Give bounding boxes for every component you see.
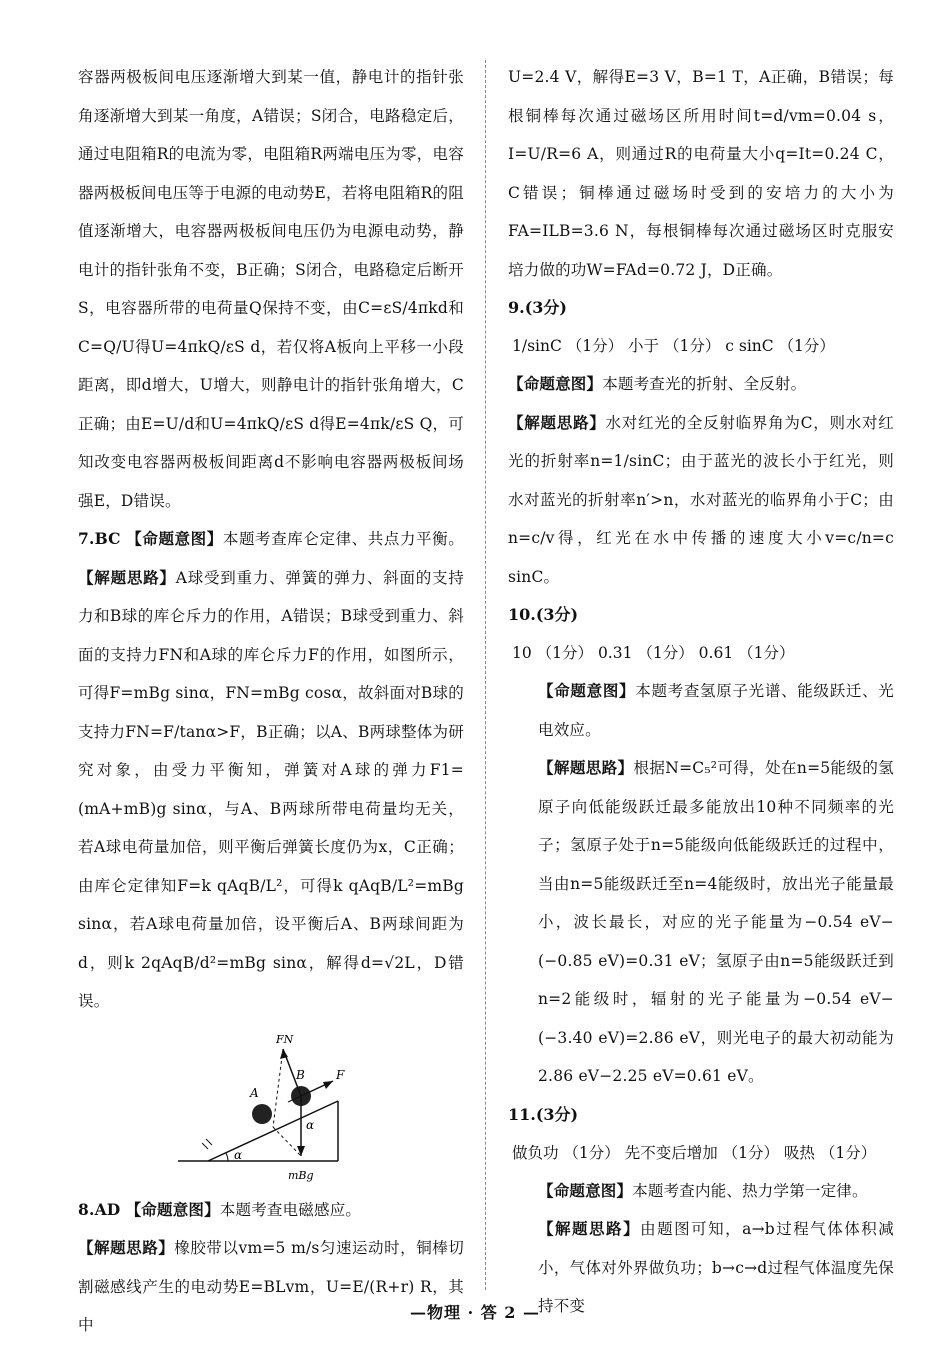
q7-solution: A球受到重力、弹簧的弹力、斜面的支持力和B球的库仑斥力的作用，A错误；B球受到重力、斜面的支持力FN和A球的库仑斥力F的作用，如图所示，可得F=mBg sinα，FN=mBg cosα，故斜面对B球的支持力FN=F/tanα>F，B正确；以A、B两球整体为研究对象，由受力平衡知，弹簧对A球的弹力F1=(mA+mB)g sinα，与A、B两球所带电荷量均无关，若A球电荷量加倍，则平衡后弹簧长度仍为x，C正确；由库仑定律知F=k qAqB/L²，可得k qAqB/L²=mBg sinα，若A球电荷量加倍，设平衡后A、B两球间距为d，则k 2qAqB/d²=mBg sinα，解得d=√2L，D错误。 (78, 568, 465, 1010)
q8-continuation: U=2.4 V，解得E=3 V，B=1 T，A正确，B错误；每根铜棒每次通过磁场区所用时间t=d/vm=0.04 s，I=U/R=6 A，则通过R的电荷量大小q=It=0.24 C，C错误；铜棒通过磁场时受到的安培力的大小为FA=ILB=3.6 N，每根铜棒每次通过磁场区时克服安培力做的功W=FAd=0.72 J，D正确。 (508, 68, 894, 279)
q9-solution: 水对红光的全反射临界角为C，则水对红光的折射率n=1/sinC；由于蓝光的波长小于红光，则水对蓝光的折射率n′>n，水对蓝光的临界角小于C；由n=c/v得，红光在水中传播的速度大小v=c/n=c sinC。 (508, 413, 894, 586)
q7-intent-tag: 【命题意图】 (126, 529, 223, 548)
ball-a (252, 1104, 272, 1124)
column-divider (485, 60, 486, 1290)
q8-block (78, 1191, 464, 1230)
q11-solution: 由题图可知，a→b过程气体体积减小，气体对外界做负功；b→c→d过程气体温度先保持不变 (538, 1220, 894, 1315)
dashed-1 (273, 1049, 283, 1127)
q8-solution-block (78, 1229, 464, 1345)
q6-continuation: 容器两极板间电压逐渐增大到某一值，静电计的指针张角逐渐增大到某一角度，A错误；S闭合，电路稳定后，通过电阻箱R的电流为零，电阻箱R两端电压为零，电容器两极板间电压等于电源的电动势E，若将电阻箱R的阻值逐渐增大，电容器两极板间电压仍为电源电动势，静电计的指针张角不变，B正确；S闭合，电路稳定后断开S，电容器所带的电荷量Q保持不变，由C=εS/4πkd和C=Q/U得U=4πkQ/εS d，若仅将A板向上平移一小段距离，即d增大，U增大，则静电计的指针张角增大，C正确；由E=U/d和U=4πkQ/εS d得E=4πk/εS Q，可知改变电容器两极板间距离d不影响电容器两极板间场强E，D错误。 (78, 68, 464, 510)
label-mbg: mBg (288, 1168, 314, 1182)
q11-answer: 做负功 （1分） 先不变后增加 （1分） 吸热 （1分） (512, 1143, 877, 1162)
q9-intent-block (508, 365, 894, 404)
label-alpha-slope: α (234, 1147, 243, 1162)
hatch-1 (202, 1143, 208, 1149)
q11-number: 11.(3分) (508, 1104, 579, 1124)
q10-answer: 10 （1分） 0.31 （1分） 0.61 （1分） (512, 644, 795, 662)
dashed-2 (273, 1127, 301, 1156)
q7-block (78, 520, 464, 1021)
q9-solution-tag: 【解题思路】 (508, 412, 606, 432)
q11-intent-block (508, 1172, 894, 1211)
q8-intent: 本题考查电磁感应。 (219, 1200, 362, 1219)
force-diagram-svg (178, 1021, 378, 1191)
q10-intent-block (508, 672, 894, 749)
q11-solution-tag: 【解题思路】 (538, 1219, 641, 1238)
label-f: F (336, 1067, 345, 1082)
hatch-2 (206, 1139, 212, 1145)
q7-solution-tag: 【解题思路】 (78, 567, 176, 587)
q8-number: 8.AD (78, 1199, 121, 1219)
page-footer: —物理 · 答 2 — (410, 1303, 540, 1322)
incline-line (208, 1101, 338, 1161)
q11-intent: 本题考查内能、热力学第一定律。 (632, 1181, 868, 1200)
q9-intent-tag: 【命题意图】 (508, 374, 603, 393)
q10-solution-tag: 【解题思路】 (538, 758, 634, 777)
right-column (508, 58, 894, 1326)
q10-solution-block (508, 749, 894, 1096)
f-arrowhead (323, 1081, 333, 1089)
q11-intent-tag: 【命题意图】 (538, 1180, 633, 1200)
q8-solution: 橡胶带以vm=5 m/s匀速运动时，铜棒切割磁感线产生的电动势E=BLvm，U=E/(R+r) R，其中 (78, 1239, 464, 1334)
q9-solution-block (508, 404, 894, 597)
label-alpha-force: α (306, 1117, 315, 1132)
q9-number: 9.(3分) (508, 298, 567, 317)
q10-solution: 根据N=C₅²可得，处在n=5能级的氢原子向低能级跃迁最多能放出10种不同频率的光子；氢原子处于n=5能级向低能级跃迁的过程中，当由n=5能级跃迁至n=4能级时，放出光子能量最小，波长最长，对应的光子能量为−0.54 eV−(−0.85 eV)=0.31 eV；氢原子由n=5能级跃迁到n=2能级时，辐射的光子能量为−0.54 eV−(−3.40 eV)=2.86 eV，则光电子的最大初动能为2.86 eV−2.25 eV=0.61 eV。 (538, 759, 894, 1085)
q7-number: 7.BC (78, 529, 121, 548)
q9-answer: 1/sinC （1分） 小于 （1分） c sinC （1分） (512, 337, 835, 355)
left-column (78, 58, 464, 1345)
q10-intent: 本题考查氢原子光谱、能级跃迁、光电效应。 (538, 682, 895, 739)
label-b: B (296, 1067, 305, 1082)
label-a: A (250, 1085, 259, 1100)
q9-intent: 本题考查光的折射、全反射。 (602, 375, 807, 393)
angle-arc (226, 1153, 228, 1161)
q10-intent-tag: 【命题意图】 (538, 681, 636, 700)
q7-intent: 本题考查库仑定律、共点力平衡。 (222, 530, 464, 548)
mbg-arrowhead (297, 1146, 305, 1156)
force-diagram (78, 1021, 464, 1191)
q8-intent-tag: 【命题意图】 (125, 1199, 220, 1219)
label-fn: FN (276, 1032, 294, 1046)
q8-solution-tag: 【解题思路】 (78, 1238, 175, 1257)
q10-number: 10.(3分) (508, 605, 579, 624)
